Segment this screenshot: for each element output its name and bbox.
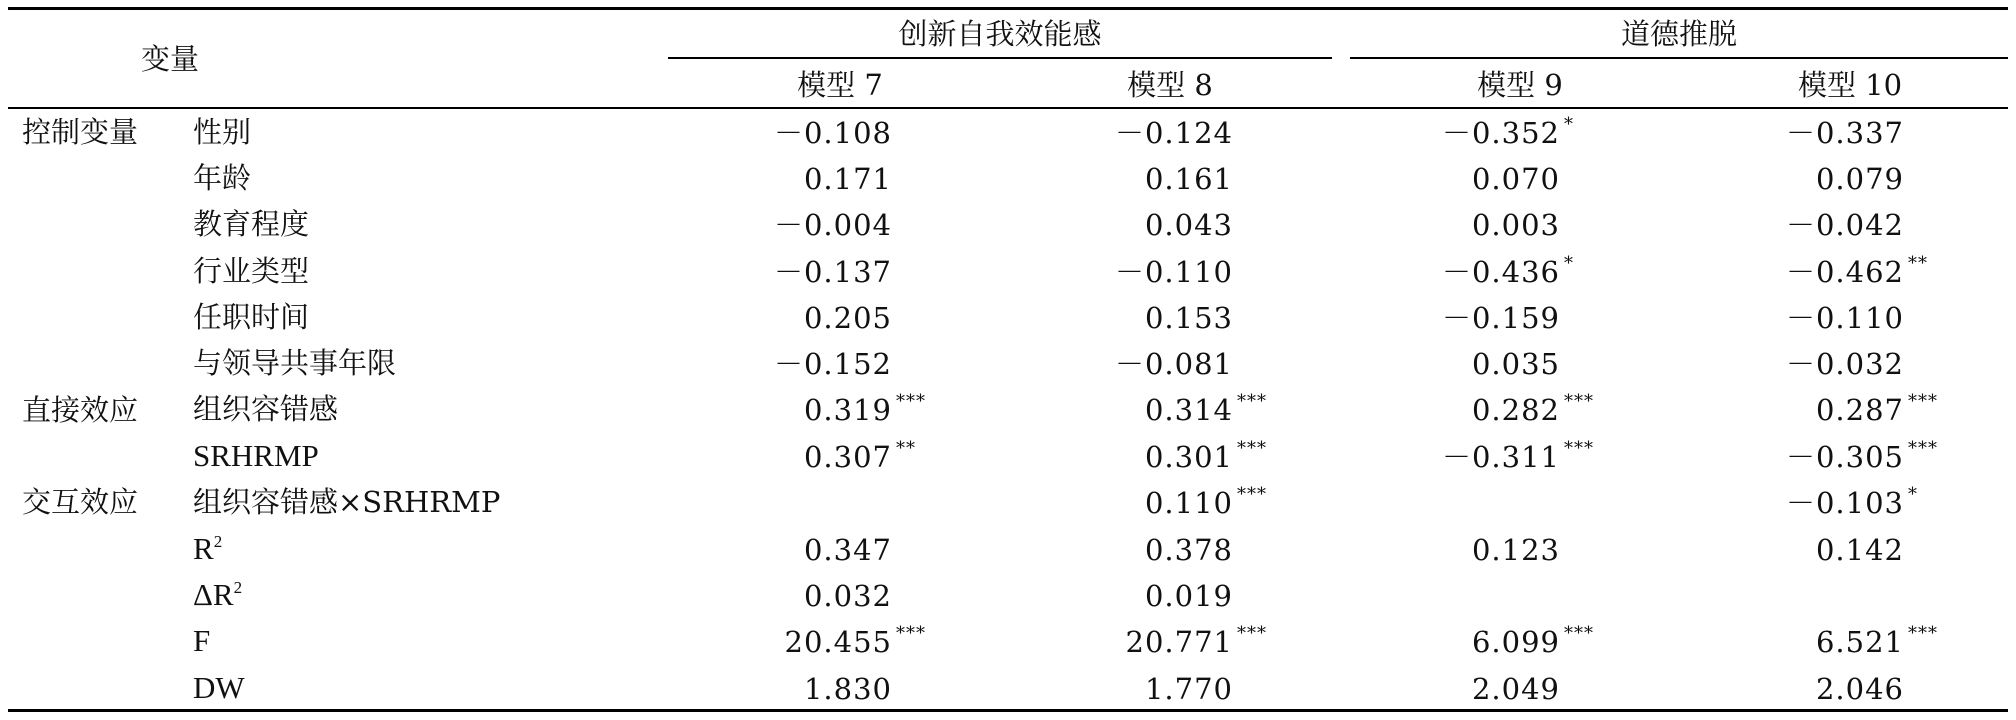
row-label xyxy=(193,434,319,478)
table-cell-value: 20.771 xyxy=(1125,625,1233,659)
group-header-moral-disengagement: 道德推脱 xyxy=(1620,17,1737,51)
table-cell-value: －0.108 xyxy=(773,116,892,150)
row-label xyxy=(193,527,222,571)
row-label xyxy=(193,110,251,154)
row-label-text: 年龄 xyxy=(193,161,252,195)
row-label xyxy=(193,156,251,200)
table-cell-value: 0.347 xyxy=(803,533,892,567)
category-control-variables: 控制变量 xyxy=(22,115,139,149)
table-cell-value: 0.032 xyxy=(803,579,892,613)
row-label-superscript: 2 xyxy=(233,578,243,597)
table-cell-value: 0.035 xyxy=(1471,347,1560,381)
row-label-text: DW xyxy=(193,670,245,705)
table-cell-value: －0.032 xyxy=(1785,347,1904,381)
table-cell-value: －0.337 xyxy=(1785,116,1904,150)
table-cell-value: －0.436 xyxy=(1441,255,1560,289)
significance-marker: * xyxy=(1564,253,1574,274)
table-cell-value: 0.153 xyxy=(1144,301,1233,335)
row-label xyxy=(193,619,210,663)
group-header-innovation-self-efficacy: 创新自我效能感 xyxy=(898,17,1102,51)
row-label-text: SRHRMP xyxy=(193,438,319,473)
table-cell-value: 0.003 xyxy=(1471,208,1560,242)
table-cell-value: 0.319 xyxy=(803,393,892,427)
table-cell-value: －0.305 xyxy=(1785,440,1904,474)
significance-marker: ** xyxy=(896,438,916,459)
row-label-text: 组织容错感×SRHRMP xyxy=(193,485,501,519)
table-cell-value: 0.019 xyxy=(1144,579,1233,613)
table-cell-value: －0.004 xyxy=(773,208,892,242)
table-cell-value: －0.042 xyxy=(1785,208,1904,242)
row-label-text: 任职时间 xyxy=(193,300,310,334)
table-cell-value: 0.205 xyxy=(803,301,892,335)
row-label-text: 性别 xyxy=(193,115,252,149)
table-cell-value: －0.152 xyxy=(773,347,892,381)
table-cell-value: 0.171 xyxy=(803,162,892,196)
significance-marker: * xyxy=(1908,484,1918,505)
top-rule xyxy=(8,7,2008,10)
significance-marker: *** xyxy=(1908,438,1938,459)
table-cell-value: 6.521 xyxy=(1815,625,1904,659)
table-cell-value: 0.307 xyxy=(803,440,892,474)
significance-marker: *** xyxy=(1237,391,1267,412)
category-interaction-effect: 交互效应 xyxy=(22,485,139,519)
header-rule xyxy=(8,107,2008,109)
table-cell-value: 0.079 xyxy=(1815,162,1904,196)
category-direct-effect: 直接效应 xyxy=(22,393,139,427)
table-cell-value: －0.311 xyxy=(1441,440,1560,474)
table-cell-value: 0.142 xyxy=(1815,533,1904,567)
model-header-7: 模型 7 xyxy=(797,68,883,102)
row-label-text: 组织容错感 xyxy=(193,392,339,426)
table-cell-value: 2.049 xyxy=(1471,672,1560,706)
significance-marker: *** xyxy=(1564,391,1594,412)
row-label xyxy=(193,202,309,246)
table-cell-value: －0.462 xyxy=(1785,255,1904,289)
table-cell-value: 1.770 xyxy=(1144,672,1233,706)
table-cell-value: 0.314 xyxy=(1144,393,1233,427)
table-cell-value: －0.137 xyxy=(773,255,892,289)
table-cell-value: 20.455 xyxy=(784,625,892,659)
row-label xyxy=(193,341,396,385)
significance-marker: ** xyxy=(1908,253,1928,274)
significance-marker: *** xyxy=(1564,623,1594,644)
table-cell-value: 0.287 xyxy=(1815,393,1904,427)
significance-marker: *** xyxy=(896,391,926,412)
row-label xyxy=(193,666,245,710)
significance-marker: *** xyxy=(1237,484,1267,505)
row-label-text: 与领导共事年限 xyxy=(193,346,397,380)
table-cell-value: －0.352 xyxy=(1441,116,1560,150)
row-label xyxy=(193,480,500,524)
significance-marker: *** xyxy=(1237,438,1267,459)
significance-marker: * xyxy=(1564,114,1574,135)
table-cell-value: －0.103 xyxy=(1785,486,1904,520)
table-cell-value: －0.159 xyxy=(1441,301,1560,335)
table-cell-value: 0.043 xyxy=(1144,208,1233,242)
table-cell-value: －0.110 xyxy=(1114,255,1233,289)
significance-marker: *** xyxy=(1564,438,1594,459)
table-cell-value: 0.110 xyxy=(1144,486,1233,520)
table-cell-value: 0.301 xyxy=(1144,440,1233,474)
table-cell-value: －0.081 xyxy=(1114,347,1233,381)
row-label-text: 教育程度 xyxy=(193,207,310,241)
group-rule-left xyxy=(668,57,1332,59)
variable-header: 变量 xyxy=(140,42,199,76)
table-cell-value: 6.099 xyxy=(1471,625,1560,659)
model-header-10: 模型 10 xyxy=(1797,68,1903,102)
row-label-superscript: 2 xyxy=(213,532,223,551)
table-cell-value: 0.282 xyxy=(1471,393,1560,427)
table-cell-value: 0.123 xyxy=(1471,533,1560,567)
table-cell-value: 0.070 xyxy=(1471,162,1560,196)
significance-marker: *** xyxy=(1237,623,1267,644)
row-label xyxy=(193,295,309,339)
table-cell-value: 2.046 xyxy=(1815,672,1904,706)
table-cell-value: 1.830 xyxy=(803,672,892,706)
row-label xyxy=(193,573,242,617)
table-cell-value: 0.378 xyxy=(1144,533,1233,567)
model-header-8: 模型 8 xyxy=(1127,68,1213,102)
model-header-9: 模型 9 xyxy=(1477,68,1563,102)
row-label xyxy=(193,387,338,431)
row-label-text: R xyxy=(193,531,214,566)
significance-marker: *** xyxy=(896,623,926,644)
table-cell-value: －0.110 xyxy=(1785,301,1904,335)
row-label-text: ΔR xyxy=(193,577,234,612)
significance-marker: *** xyxy=(1908,391,1938,412)
group-rule-right xyxy=(1350,57,2008,59)
row-label-text: F xyxy=(193,623,211,658)
significance-marker: *** xyxy=(1908,623,1938,644)
row-label-text: 行业类型 xyxy=(193,254,310,288)
row-label xyxy=(193,249,309,293)
table-cell-value: －0.124 xyxy=(1114,116,1233,150)
table-cell-value: 0.161 xyxy=(1144,162,1233,196)
